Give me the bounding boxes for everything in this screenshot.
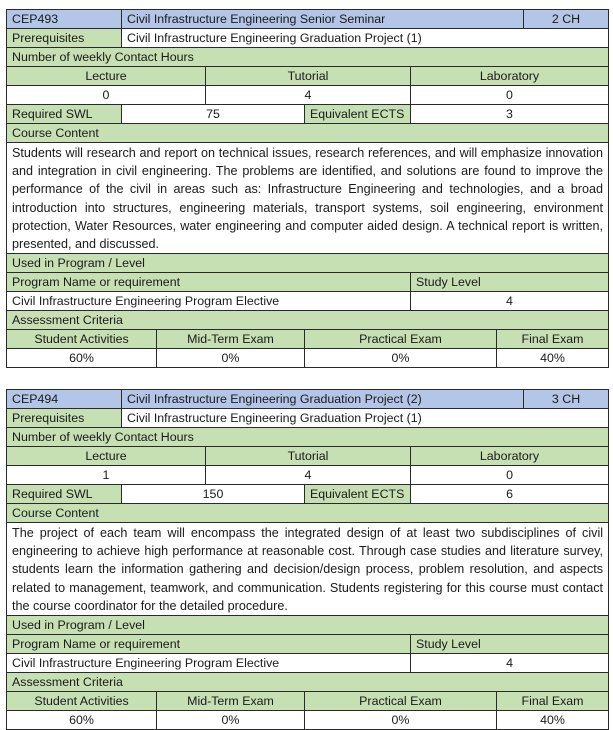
- student-activities-value: 60%: [7, 349, 157, 368]
- prerequisites-row: [7, 29, 609, 48]
- tutorial-hours: 4: [206, 466, 411, 485]
- required-swl-label: Required SWL: [7, 485, 122, 504]
- assessment-criteria-label: Assessment Criteria: [7, 311, 609, 330]
- used-in-program-label: Used in Program / Level: [7, 616, 609, 635]
- equivalent-ects-label: Equivalent ECTS: [305, 105, 411, 124]
- course-description: Students will research and report on technical issues, research references, and will emphasize innovation and integration in civil engineering. The problems are identified, and solutions are found to improve the performance of the civil in areas such as: Infrastructure Engineering and technologies, and a broad introduction into structures, engineering materials, transport systems, soil engineering, environment protection, Water Resources, water engineering and computer aided design. A technical report is written, presented, and discussed.: [7, 143, 609, 254]
- laboratory-label: Laboratory: [411, 67, 609, 86]
- lecture-label: Lecture: [7, 67, 206, 86]
- used-in-program-row: [7, 254, 609, 273]
- study-level-value: 4: [411, 292, 609, 311]
- lecture-hours: 1: [7, 466, 206, 485]
- assessment-labels-row: [7, 692, 609, 711]
- program-value-row: [7, 292, 609, 311]
- program-name-value: Civil Infrastructure Engineering Program Elective: [7, 292, 411, 311]
- final-exam-label: Final Exam: [497, 330, 609, 349]
- course-header-row: [7, 10, 609, 29]
- credit-hours: 2 CH: [524, 10, 609, 29]
- tutorial-label: Tutorial: [206, 67, 411, 86]
- program-name-label: Program Name or requirement: [7, 635, 411, 654]
- prerequisites-label: Prerequisites: [7, 29, 122, 48]
- equivalent-ects-label: Equivalent ECTS: [305, 485, 411, 504]
- final-exam-value: 40%: [497, 349, 609, 368]
- course-card-cep494: [6, 389, 608, 730]
- contact-hours-label: Number of weekly Contact Hours: [7, 48, 609, 67]
- required-swl-value: 150: [122, 485, 305, 504]
- midterm-exam-value: 0%: [157, 349, 305, 368]
- hours-value-row: [7, 86, 609, 105]
- hours-header-row: [7, 67, 609, 86]
- course-content-label: Course Content: [7, 124, 609, 143]
- used-in-program-label: Used in Program / Level: [7, 254, 609, 273]
- course-title: Civil Infrastructure Engineering Senior Seminar: [122, 10, 524, 29]
- lecture-hours: 0: [7, 86, 206, 105]
- laboratory-hours: 0: [411, 466, 609, 485]
- program-name-value: Civil Infrastructure Engineering Program Elective: [7, 654, 411, 673]
- used-in-program-row: [7, 616, 609, 635]
- assessment-criteria-label: Assessment Criteria: [7, 673, 609, 692]
- course-description: The project of each team will encompass the integrated design of at least two subdisciplines of civil engineering to achieve high performance at reasonable cost. Through case studies and literature survey, students learn the information gathering and decision/design process, problem resolution, and aspects related to management, teamwork, and communication. Students registering for this course must contact the course coordinator for the detailed procedure.: [7, 523, 609, 616]
- course-content-label: Course Content: [7, 504, 609, 523]
- course-title: Civil Infrastructure Engineering Graduation Project (2): [122, 390, 524, 409]
- hours-header-row: [7, 447, 609, 466]
- lecture-label: Lecture: [7, 447, 206, 466]
- course-code: CEP493: [7, 10, 122, 29]
- required-swl-value: 75: [122, 105, 305, 124]
- midterm-exam-label: Mid-Term Exam: [157, 330, 305, 349]
- hours-value-row: [7, 466, 609, 485]
- tutorial-hours: 4: [206, 86, 411, 105]
- laboratory-hours: 0: [411, 86, 609, 105]
- course-content-row: [7, 523, 609, 616]
- required-swl-label: Required SWL: [7, 105, 122, 124]
- assessment-header-row: [7, 673, 609, 692]
- final-exam-label: Final Exam: [497, 692, 609, 711]
- tutorial-label: Tutorial: [206, 447, 411, 466]
- practical-exam-label: Practical Exam: [305, 330, 497, 349]
- prerequisites-value: Civil Infrastructure Engineering Graduation Project (1): [122, 29, 609, 48]
- course-content-header-row: [7, 504, 609, 523]
- midterm-exam-value: 0%: [157, 711, 305, 730]
- program-name-label: Program Name or requirement: [7, 273, 411, 292]
- midterm-exam-label: Mid-Term Exam: [157, 692, 305, 711]
- student-activities-label: Student Activities: [7, 692, 157, 711]
- study-level-value: 4: [411, 654, 609, 673]
- course-code: CEP494: [7, 390, 122, 409]
- contact-hours-row: [7, 428, 609, 447]
- study-level-label: Study Level: [411, 635, 609, 654]
- student-activities-label: Student Activities: [7, 330, 157, 349]
- practical-exam-label: Practical Exam: [305, 692, 497, 711]
- contact-hours-label: Number of weekly Contact Hours: [7, 428, 609, 447]
- final-exam-value: 40%: [497, 711, 609, 730]
- program-header-row: [7, 273, 609, 292]
- course-content-row: [7, 143, 609, 254]
- course-table: [6, 9, 609, 368]
- assessment-values-row: [7, 349, 609, 368]
- practical-exam-value: 0%: [305, 349, 497, 368]
- course-table: [6, 389, 609, 730]
- course-header-row: [7, 390, 609, 409]
- credit-hours: 3 CH: [524, 390, 609, 409]
- swl-row: [7, 485, 609, 504]
- swl-row: [7, 105, 609, 124]
- program-header-row: [7, 635, 609, 654]
- prerequisites-row: [7, 409, 609, 428]
- contact-hours-row: [7, 48, 609, 67]
- prerequisites-label: Prerequisites: [7, 409, 122, 428]
- laboratory-label: Laboratory: [411, 447, 609, 466]
- assessment-values-row: [7, 711, 609, 730]
- equivalent-ects-value: 6: [411, 485, 609, 504]
- equivalent-ects-value: 3: [411, 105, 609, 124]
- practical-exam-value: 0%: [305, 711, 497, 730]
- prerequisites-value: Civil Infrastructure Engineering Graduation Project (1): [122, 409, 609, 428]
- study-level-label: Study Level: [411, 273, 609, 292]
- program-value-row: [7, 654, 609, 673]
- student-activities-value: 60%: [7, 711, 157, 730]
- course-content-header-row: [7, 124, 609, 143]
- course-card-cep493: [6, 9, 608, 368]
- assessment-header-row: [7, 311, 609, 330]
- assessment-labels-row: [7, 330, 609, 349]
